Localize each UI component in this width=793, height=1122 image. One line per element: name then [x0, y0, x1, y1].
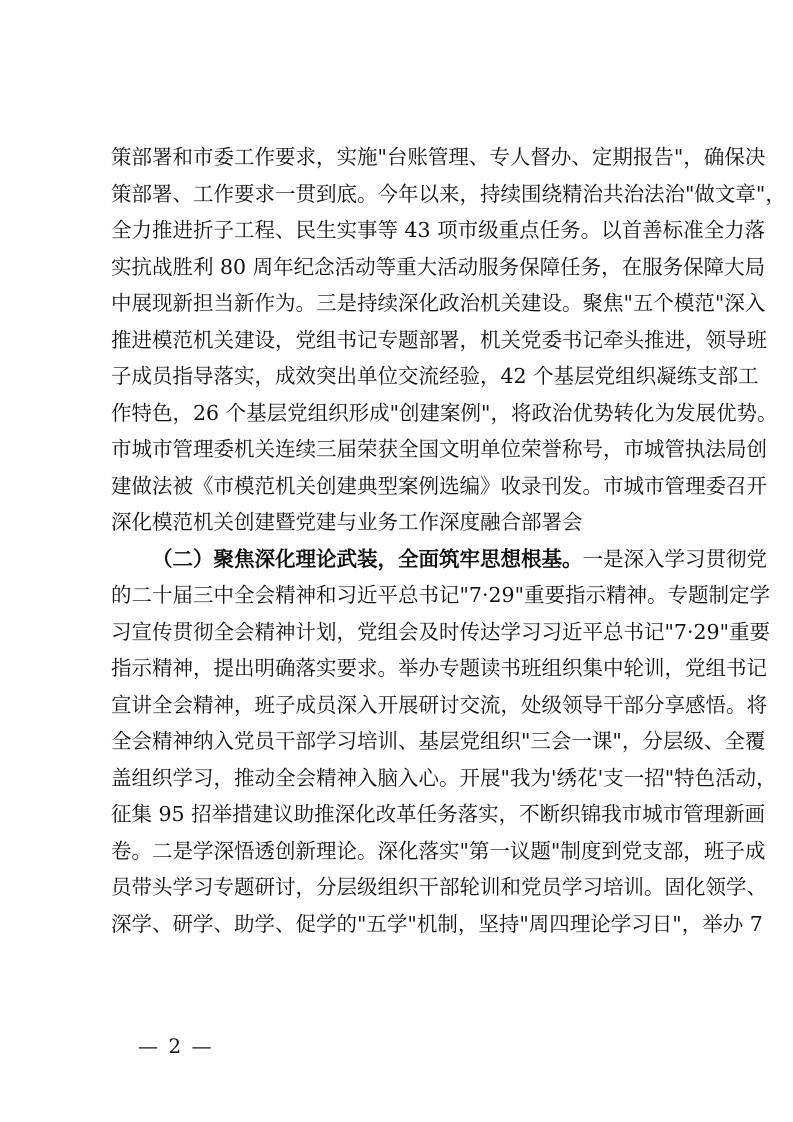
text-line: 宣讲全会精神，班子成员深入开展研讨交流，处级领导干部分享感悟。将: [111, 692, 767, 717]
text-line: 卷。二是学深悟透创新理论。深化落实"第一议题"制度到党支部，班子成: [111, 838, 766, 863]
first-line-rest: 一是深入学习贯彻党: [582, 546, 767, 571]
text-line: 征集 95 招举措建议助推深化改革任务落实，不断织锦我市城市管理新画: [111, 802, 766, 826]
document-body: [111, 139, 786, 942]
text-line: 的二十届三中全会精神和习近平总书记"7·29"重要指示精神。专题制定学: [111, 583, 771, 607]
text-line: 策部署和市委工作要求，实施"台账管理、专人督办、定期报告"，确保决: [111, 145, 766, 169]
text-line: 全会精神纳入党员干部学习培训、基层党组织"三会一课"，分层级、全覆: [111, 729, 766, 753]
section-heading: （二）聚焦深化理论武装，全面筑牢思想根基。: [152, 546, 583, 571]
text-line: 深化模范机关创建暨党建与业务工作深度融合部署会: [111, 510, 583, 534]
text-line: 子成员指导落实，成效突出单位交流经验，42 个基层党组织凝练支部工: [111, 364, 759, 388]
page-number: — 2 —: [138, 1034, 214, 1058]
text-line: 全力推进折子工程、民生实事等 43 项市级重点任务。以首善标准全力落: [111, 218, 766, 242]
text-line: 指示精神，提出明确落实要求。举办专题读书班组织集中轮训，党组书记: [111, 656, 767, 680]
text-line: 建做法被《市模范机关创建典型案例选编》收录刊发。市城市管理委召开: [111, 473, 767, 498]
text-line: 盖组织学习，推动全会精神入脑入心。开展"我为'绣花'支一招"特色活动，: [111, 765, 777, 790]
text-line: 中展现新担当新作为。三是持续深化政治机关建设。聚焦"五个模范"深入: [111, 291, 766, 315]
text-line: 深学、研学、助学、促学的"五学"机制，坚持"周四理论学习日"，举办 7: [111, 911, 763, 936]
text-line: 员带头学习专题研讨，分层级组织干部轮训和党员学习培训。固化领学、: [111, 875, 767, 899]
paragraph-1: [111, 139, 786, 541]
text-line: 作特色，26 个基层党组织形成"创建案例"，将政治优势转化为发展优势。: [111, 400, 778, 425]
text-line: 实抗战胜利 80 周年纪念活动等重大活动服务保障任务，在服务保障大局: [111, 254, 766, 279]
paragraph-2-first-line: [111, 541, 767, 578]
text-line: 市城市管理委机关连续三届荣获全国文明单位荣誉称号，市城管执法局创: [111, 437, 767, 461]
text-line: 习宣传贯彻全会精神计划，党组会及时传达学习习近平总书记"7·29"重要: [111, 619, 771, 644]
text-line: 推进模范机关建设，党组书记专题部署，机关党委书记牵头推进，领导班: [111, 327, 767, 352]
paragraph-2: [111, 541, 777, 943]
text-line: 策部署、工作要求一贯到底。今年以来，持续围绕精治共治法治"做文章"，: [111, 181, 786, 206]
